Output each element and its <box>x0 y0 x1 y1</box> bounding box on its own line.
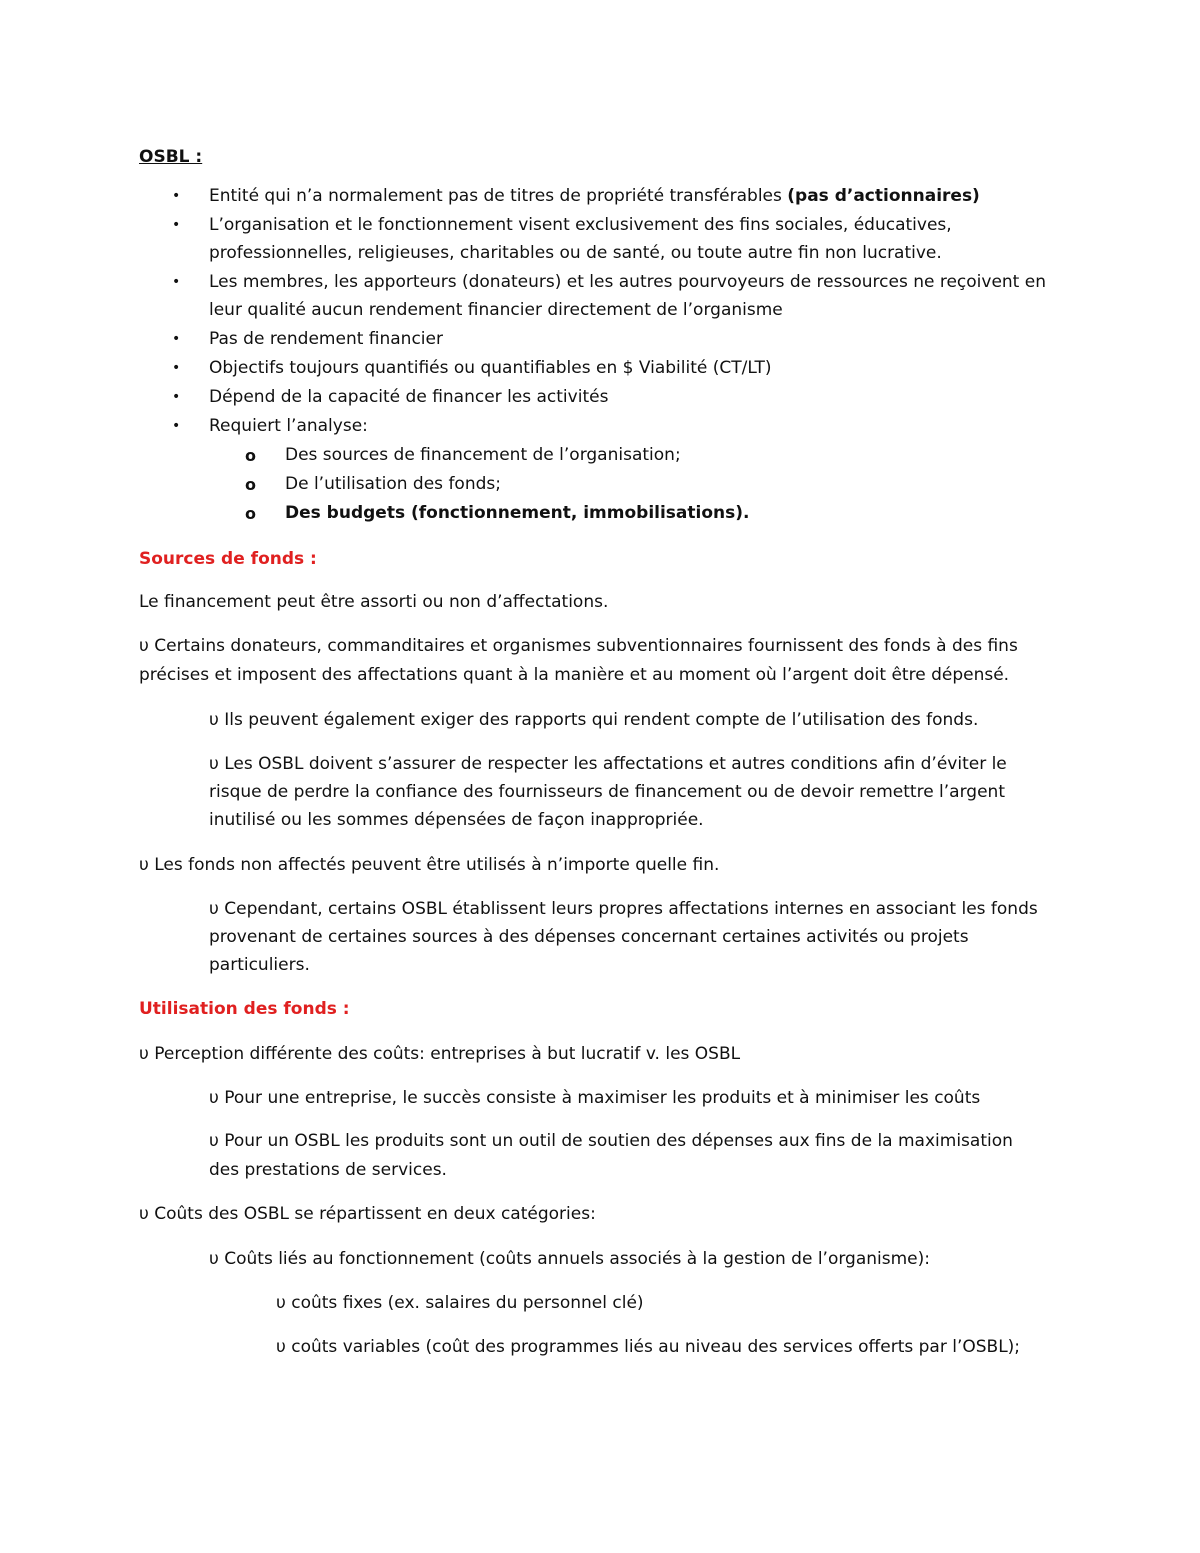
bullet-text-line: Pas de rendement financier <box>209 329 443 349</box>
sources-p2: υ Ils peuvent également exiger des rapports qui rendent compte de l’utilisation des fonds. <box>209 710 979 730</box>
bullet-text-line: Requiert l’analyse: <box>209 416 368 436</box>
sub-bullet-symbol: o <box>245 504 256 523</box>
utilisation-p4: υ Coûts des OSBL se répartissent en deux catégories: <box>139 1204 596 1224</box>
sources-p1-line: υ Certains donateurs, commanditaires et organismes subventionnaires fournissent des fonds à des fins <box>139 636 1018 656</box>
sub-bullet-text: De l’utilisation des fonds; <box>285 474 501 494</box>
bullet-symbol: • <box>172 389 181 405</box>
utilisation-p7: υ coûts variables (coût des programmes liés au niveau des services offerts par l’OSBL); <box>276 1337 1021 1357</box>
sub-bullet-symbol: o <box>245 446 256 465</box>
sub-bullet-text: Des sources de financement de l’organisation; <box>285 445 681 465</box>
bullet-text-line: Objectifs toujours quantifiés ou quantifiables en $ Viabilité (CT/LT) <box>209 358 772 378</box>
utilisation-p3-line: υ Pour un OSBL les produits sont un outil de soutien des dépenses aux fins de la maximisation <box>209 1131 1013 1151</box>
sources-p5-line: provenant de certaines sources à des dépenses concernant certaines activités ou projets <box>209 927 969 947</box>
sources-p4: υ Les fonds non affectés peuvent être utilisés à n’importe quelle fin. <box>139 855 720 875</box>
bullet-text-line: L’organisation et le fonctionnement visent exclusivement des fins sociales, éducatives, <box>209 215 952 235</box>
sources-p3-line: υ Les OSBL doivent s’assurer de respecter les affectations et autres conditions afin d’éviter le <box>209 754 1007 774</box>
bullet-text <box>209 182 980 211</box>
utilisation-p3-line: des prestations de services. <box>209 1160 447 1180</box>
bullet-symbol: • <box>172 331 181 347</box>
sub-bullet-symbol: o <box>245 475 256 494</box>
bullet-text-line: Dépend de la capacité de financer les activités <box>209 387 609 407</box>
bullet-bold-tail: (pas d’actionnaires) <box>787 186 980 206</box>
bullet-text-line: professionnelles, religieuses, charitables ou de santé, ou toute autre fin non lucrative. <box>209 243 942 263</box>
utilisation-p1: υ Perception différente des coûts: entreprises à but lucratif v. les OSBL <box>139 1044 741 1064</box>
sources-p3-line: inutilisé ou les sommes dépensées de façon inappropriée. <box>209 810 704 830</box>
sources-p5-line: particuliers. <box>209 955 310 975</box>
bullet-symbol: • <box>172 360 181 376</box>
sources-p5-line: υ Cependant, certains OSBL établissent leurs propres affectations internes en associant les fonds <box>209 899 1038 919</box>
sources-heading: Sources de fonds : <box>139 549 317 569</box>
utilisation-p2: υ Pour une entreprise, le succès consiste à maximiser les produits et à minimiser les coûts <box>209 1088 981 1108</box>
utilisation-p5: υ Coûts liés au fonctionnement (coûts annuels associés à la gestion de l’organisme): <box>209 1249 930 1269</box>
sources-intro: Le financement peut être assorti ou non d’affectations. <box>139 592 609 612</box>
sources-p3-line: risque de perdre la confiance des fournisseurs de financement ou de devoir remettre l’argent <box>209 782 1005 802</box>
bullet-symbol: • <box>172 188 181 204</box>
bullet-symbol: • <box>172 274 181 290</box>
bullet-symbol: • <box>172 217 181 233</box>
bullet-symbol: • <box>172 418 181 434</box>
sub-bullet-text: Des budgets (fonctionnement, immobilisations). <box>285 503 750 523</box>
bullet-text-line: Les membres, les apporteurs (donateurs) et les autres pourvoyeurs de ressources ne reçoivent en <box>209 272 1046 292</box>
sources-p1-line: précises et imposent des affectations quant à la manière et au moment où l’argent doit être dépensé. <box>139 665 1010 685</box>
osbl-heading: OSBL : <box>139 147 203 167</box>
bullet-text-line: Entité qui n’a normalement pas de titres de propriété transférables <box>209 186 788 206</box>
utilisation-p6: υ coûts fixes (ex. salaires du personnel clé) <box>276 1293 644 1313</box>
utilisation-heading: Utilisation des fonds : <box>139 999 350 1019</box>
bullet-text-line: leur qualité aucun rendement financier directement de l’organisme <box>209 300 783 320</box>
